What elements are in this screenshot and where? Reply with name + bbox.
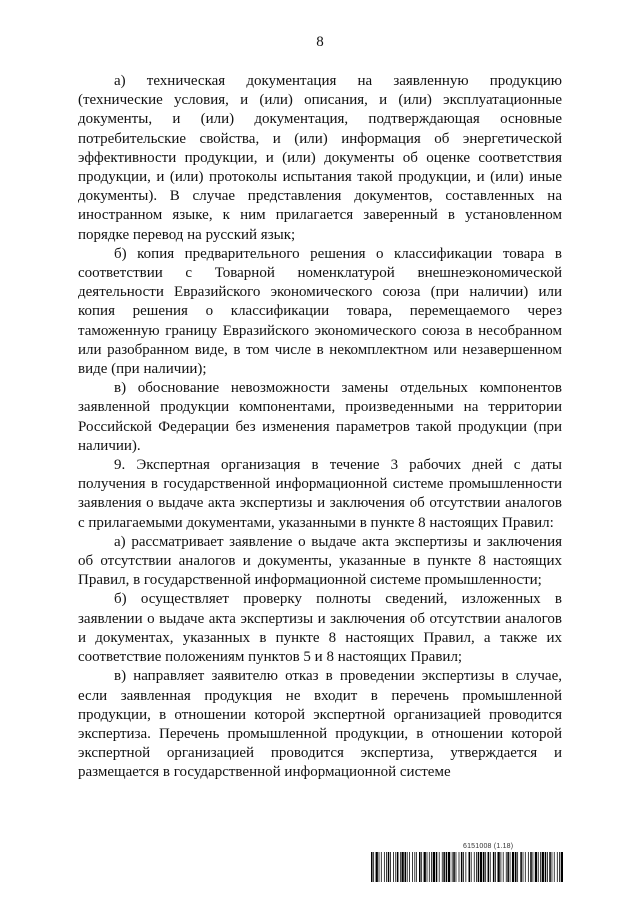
paragraph: 9. Экспертная организация в течение 3 рабочих дней с даты получения в государственной информационной системе промышленности заявления о выдаче акта экспертизы и заключения об отсутствии аналогов с прилагаемыми документами, указанными в пункте 8 настоящих Правил: bbox=[78, 457, 562, 531]
barcode-bar bbox=[453, 852, 455, 882]
barcode-bar bbox=[371, 852, 373, 882]
barcode-bar bbox=[549, 852, 551, 882]
barcode-bar bbox=[510, 852, 511, 882]
barcode-bar bbox=[373, 852, 374, 882]
barcode-bar bbox=[540, 852, 541, 882]
barcode-bar bbox=[439, 852, 440, 882]
barcode-bar bbox=[416, 852, 417, 882]
barcode-bar bbox=[419, 852, 421, 882]
barcode-bar bbox=[561, 852, 563, 882]
barcode-bar bbox=[528, 852, 529, 882]
barcode-bar bbox=[465, 852, 466, 882]
barcode-bar bbox=[554, 852, 555, 882]
barcode-bar bbox=[515, 852, 517, 882]
barcode-bar bbox=[448, 852, 450, 882]
barcode-bar bbox=[506, 852, 507, 882]
barcode-bar bbox=[459, 852, 460, 882]
barcode-bar bbox=[461, 852, 463, 882]
barcode-bar bbox=[493, 852, 495, 882]
barcode-bar bbox=[523, 852, 524, 882]
barcode-bar bbox=[386, 852, 387, 882]
barcode-bar bbox=[424, 852, 426, 882]
barcode-bar bbox=[397, 852, 399, 882]
barcode-bar bbox=[405, 852, 407, 882]
barcode-bar bbox=[436, 852, 438, 882]
barcode-bar bbox=[512, 852, 514, 882]
barcode-bar bbox=[376, 852, 378, 882]
barcode-bar bbox=[497, 852, 499, 882]
barcode-bar bbox=[446, 852, 448, 882]
barcode-bar bbox=[442, 852, 443, 882]
barcode bbox=[371, 852, 563, 882]
barcode-bar bbox=[559, 852, 560, 882]
barcode-bar bbox=[379, 852, 380, 882]
barcode-bar bbox=[483, 852, 485, 882]
barcode-bar bbox=[478, 852, 480, 882]
paragraph: а) рассматривает заявление о выдаче акта экспертизы и заключения об отсутствии аналогов и документы, указанные в пункте 8 настоящих Правил, в государственной информационной системе промышленности; bbox=[78, 533, 562, 589]
paragraph: в) направляет заявителю отказ в проведении экспертизы в случае, если заявленная продукция не входит в перечень промышленной продукции, в отношении которой экспертной организацией проводится экспертиза. Перечень промышленной продукции, в отношении которой экспертной организацией проводится экспертиза, утверждается и размещается в государственной информационной системе bbox=[78, 668, 562, 781]
paragraph: б) копия предварительного решения о классификации товара в соответствии с Товарной номенклатурой внешнеэкономической деятельности Евразийского экономического союза (при наличии) или копия решения о классификации товара, перемещаемого через таможенную границу Евразийского экономического союза в несобранном или разобранном виде, в том числе в некомплектном или незавершенном виде (при наличии); bbox=[78, 245, 562, 378]
barcode-bar bbox=[401, 852, 403, 882]
barcode-bar bbox=[547, 852, 548, 882]
barcode-bar bbox=[469, 852, 471, 882]
barcode-bar bbox=[421, 852, 422, 882]
barcode-bar bbox=[530, 852, 532, 882]
document-code: 6151008 (1.18) bbox=[463, 843, 514, 850]
barcode-bar bbox=[429, 852, 430, 882]
barcode-bar bbox=[381, 852, 382, 882]
barcode-bar bbox=[431, 852, 432, 882]
barcode-bar bbox=[443, 852, 445, 882]
barcode-bar bbox=[535, 852, 537, 882]
barcode-bar bbox=[388, 852, 390, 882]
barcode-bar bbox=[520, 852, 522, 882]
barcode-bar bbox=[480, 852, 482, 882]
barcode-bar bbox=[395, 852, 396, 882]
barcode-bar bbox=[427, 852, 428, 882]
barcode-bar bbox=[545, 852, 547, 882]
barcode-bar bbox=[474, 852, 475, 882]
barcode-bar bbox=[485, 852, 486, 882]
barcode-bar bbox=[409, 852, 410, 882]
barcode-bar bbox=[393, 852, 394, 882]
barcode-bar bbox=[412, 852, 413, 882]
barcode-bar bbox=[557, 852, 558, 882]
barcode-bar bbox=[507, 852, 509, 882]
barcode-bar bbox=[400, 852, 401, 882]
barcode-bar bbox=[503, 852, 504, 882]
page-number: 8 bbox=[316, 34, 324, 50]
barcode-bar bbox=[517, 852, 518, 882]
paragraph: б) осуществляет проверку полноты сведений, изложенных в заявлении о выдаче акта экспертизы и заключения об отсутствии аналогов и документах, указанных в пункте 8 настоящих Правил, а также их соответствие положениям пунктов 5 и 8 настоящих Правил; bbox=[78, 591, 562, 666]
barcode-bar bbox=[471, 852, 472, 882]
barcode-bar bbox=[433, 852, 435, 882]
barcode-bar bbox=[456, 852, 457, 882]
barcode-bar bbox=[501, 852, 502, 882]
barcode-bar bbox=[542, 852, 544, 882]
barcode-bar bbox=[552, 852, 553, 882]
barcode-bar bbox=[414, 852, 415, 882]
barcode-bar bbox=[452, 852, 453, 882]
barcode-bar bbox=[525, 852, 526, 882]
barcode-bar bbox=[407, 852, 408, 882]
barcode-bar bbox=[538, 852, 539, 882]
paragraph: а) техническая документация на заявленную продукцию (технические условия, и (или) описания, и (или) эксплуатационные документы, и (или) документация, подтверждающая основные потребительские свойства, и (или) информация об энергетической эффективности продукции, и (или) документы об оценке соответствия продукции, и (или) протоколы испытания такой продукции, и (или) иные документы). В случае представления документов, составленных на иностранном языке, к ним прилагается заверенный в установленном порядке перевод на русский язык; bbox=[78, 73, 562, 243]
barcode-bar bbox=[390, 852, 391, 882]
barcode-bar bbox=[463, 852, 464, 882]
barcode-bar bbox=[476, 852, 477, 882]
barcode-bar bbox=[533, 852, 534, 882]
barcode-bar bbox=[495, 852, 496, 882]
barcode-bar bbox=[384, 852, 385, 882]
barcode-bar bbox=[490, 852, 491, 882]
document-body bbox=[78, 72, 562, 783]
barcode-bar bbox=[488, 852, 490, 882]
paragraph: в) обоснование невозможности замены отдельных компонентов заявленной продукции компонентами, произведенными на территории Российской Федерации без изменения параметров такой продукции (при наличии). bbox=[78, 380, 562, 454]
